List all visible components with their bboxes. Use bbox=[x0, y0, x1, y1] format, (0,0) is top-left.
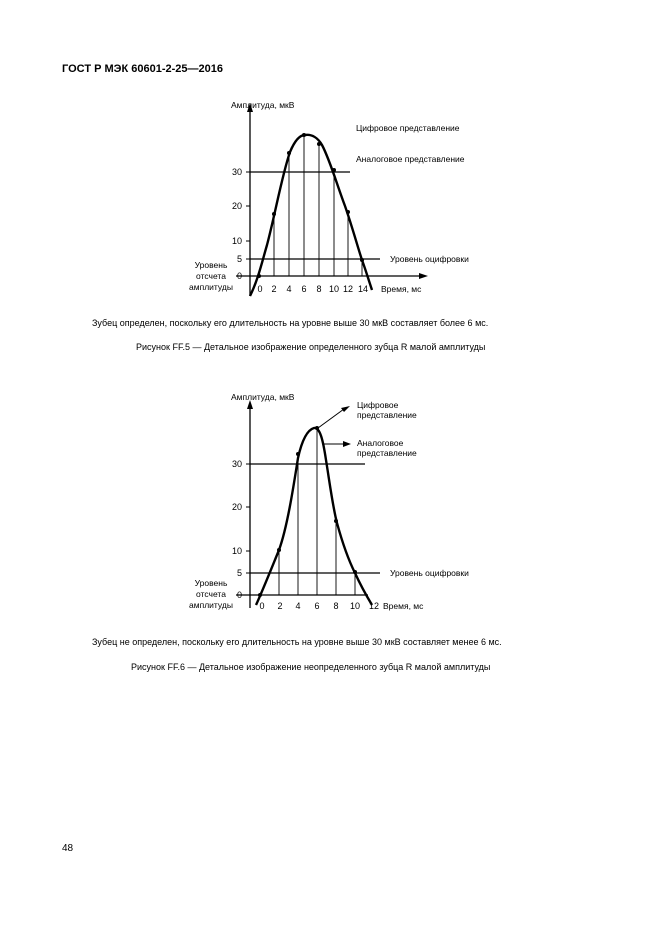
document-header: ГОСТ Р МЭК 60601-2-25—2016 bbox=[62, 63, 223, 75]
y-axis-label: Амплитуда, мкВ bbox=[231, 100, 295, 110]
label-analog-2: представление bbox=[357, 448, 417, 458]
ytick-10: 10 bbox=[231, 546, 242, 556]
x-axis-arrow bbox=[419, 273, 428, 279]
label-quant: Уровень оцифровки bbox=[390, 568, 469, 578]
label-digital-1: Цифровое bbox=[357, 400, 399, 410]
xtick: 2 bbox=[277, 601, 283, 611]
analog-curve bbox=[250, 135, 372, 296]
sample-lines bbox=[279, 428, 355, 595]
figure-ff6-caption: Рисунок FF.6 — Детальное изображение неопределенного зубца R малой амплитуды bbox=[131, 662, 491, 672]
label-digital: Цифровое представление bbox=[356, 123, 460, 133]
xtick: 4 bbox=[295, 601, 301, 611]
figure-ff5-note: Зубец определен, поскольку его длительность на уровне выше 30 мкВ составляет более 6 мс. bbox=[92, 318, 489, 328]
xtick: 6 bbox=[301, 284, 307, 294]
label-baseline-3: амплитуды bbox=[189, 282, 233, 292]
xtick: 0 bbox=[257, 284, 263, 294]
figure-ff6-note: Зубец не определен, поскольку его длительность на уровне выше 30 мкВ составляет менее 6 мс. bbox=[92, 637, 502, 647]
ytick-20: 20 bbox=[231, 502, 242, 512]
xtick: 14 bbox=[357, 284, 369, 294]
figure-ff5-chart bbox=[0, 0, 661, 360]
label-baseline-2: отсчета bbox=[196, 271, 226, 281]
ytick-20: 20 bbox=[231, 201, 242, 211]
xtick: 8 bbox=[316, 284, 322, 294]
label-baseline-2: отсчета bbox=[196, 589, 226, 599]
figure-ff5-caption: Рисунок FF.5 — Детальное изображение определенного зубца R малой амплитуды bbox=[136, 342, 486, 352]
x-axis-label: Время, мс bbox=[381, 284, 422, 294]
figure-ff5 bbox=[0, 0, 661, 360]
sample-lines bbox=[274, 135, 362, 276]
ytick-30: 30 bbox=[231, 459, 242, 469]
xtick: 6 bbox=[314, 601, 320, 611]
ytick-5: 5 bbox=[236, 254, 242, 264]
xtick: 0 bbox=[259, 601, 265, 611]
figure-ff6 bbox=[0, 360, 661, 690]
label-baseline-1: Уровень bbox=[194, 578, 228, 588]
label-baseline-1: Уровень bbox=[194, 260, 228, 270]
xtick: 8 bbox=[333, 601, 339, 611]
xtick: 12 bbox=[368, 601, 380, 611]
page-number: 48 bbox=[62, 843, 74, 854]
ytick-0: 0 bbox=[236, 271, 242, 281]
ytick-10: 10 bbox=[231, 236, 242, 246]
label-analog: Аналоговое представление bbox=[356, 154, 465, 164]
label-analog-1: Аналоговое bbox=[357, 438, 404, 448]
ytick-5: 5 bbox=[236, 568, 242, 578]
label-quant: Уровень оцифровки bbox=[390, 254, 469, 264]
y-axis-label: Амплитуда, мкВ bbox=[231, 392, 295, 402]
label-baseline-3: амплитуды bbox=[189, 600, 233, 610]
x-axis-label: Время, мс bbox=[383, 601, 424, 611]
xtick: 2 bbox=[271, 284, 277, 294]
ytick-30: 30 bbox=[231, 167, 242, 177]
ytick-0: 0 bbox=[236, 590, 242, 600]
label-digital-2: представление bbox=[357, 410, 417, 420]
xtick: 10 bbox=[349, 601, 361, 611]
xtick: 10 bbox=[328, 284, 340, 294]
xtick: 12 bbox=[342, 284, 354, 294]
xtick: 4 bbox=[286, 284, 292, 294]
sample-dots bbox=[258, 426, 357, 597]
